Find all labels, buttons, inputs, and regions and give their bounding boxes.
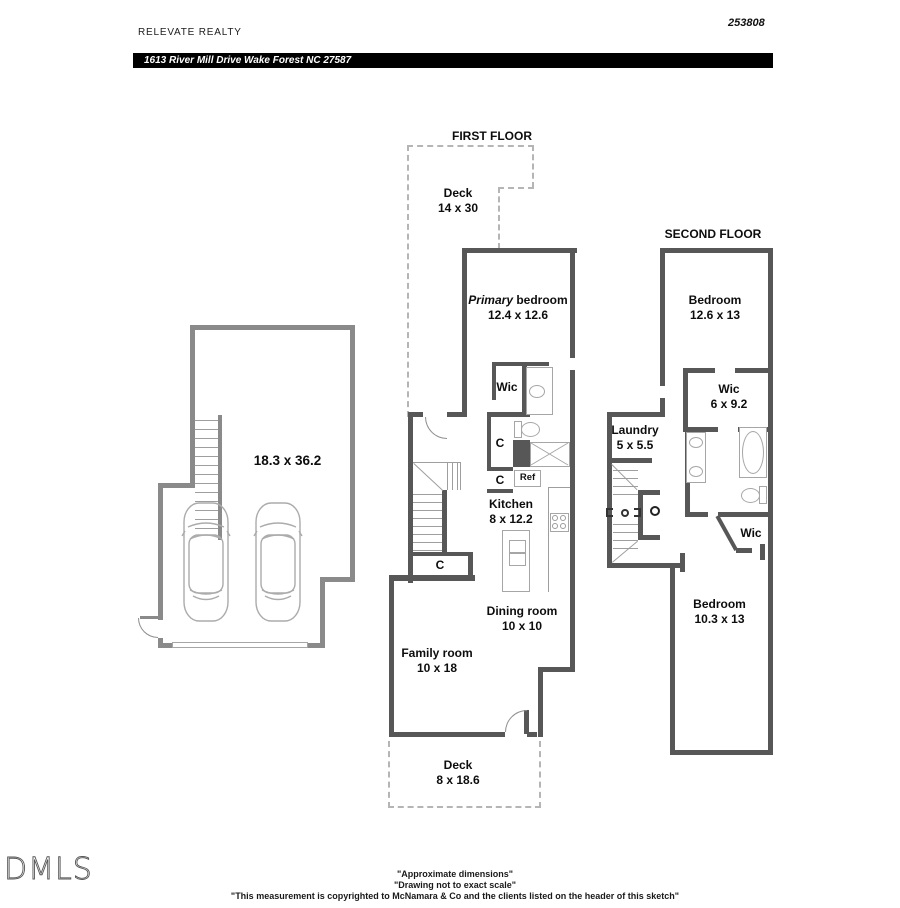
stairs-icon <box>195 465 218 466</box>
stairs-icon <box>413 534 442 535</box>
sink-icon <box>689 437 703 448</box>
stairs-icon <box>195 429 218 430</box>
dmls-logo: DMLS <box>4 852 93 887</box>
wall <box>607 458 652 463</box>
wall <box>487 412 530 417</box>
stairs-icon <box>613 494 638 495</box>
wall <box>468 552 473 578</box>
wall <box>158 483 163 620</box>
wall <box>683 368 688 432</box>
wic-top-label: Wic 6 x 9.2 <box>710 382 748 411</box>
wall <box>570 370 575 672</box>
deck-outline <box>388 806 541 808</box>
stairs-icon <box>612 541 638 563</box>
disclaimer <box>150 869 760 902</box>
toilet-icon <box>741 488 760 503</box>
sink-icon <box>529 385 545 398</box>
toilet-icon <box>759 486 767 504</box>
stairs-icon <box>413 502 442 503</box>
wall <box>487 489 513 493</box>
stairs-icon <box>195 447 218 448</box>
car-icon <box>253 500 303 624</box>
car-icon <box>181 500 231 624</box>
wall <box>320 577 325 648</box>
wall <box>638 490 660 495</box>
toilet-icon <box>521 422 540 437</box>
wall <box>735 368 773 373</box>
wall <box>538 667 575 672</box>
stairs-icon <box>413 510 442 511</box>
bedroom-top-label: Bedroom 12.6 x 13 <box>688 293 742 322</box>
mls-number: 253808 <box>728 17 765 29</box>
wall <box>685 512 708 517</box>
stairs-icon <box>413 518 442 519</box>
wall <box>389 732 505 737</box>
wall <box>680 553 685 572</box>
wall <box>768 248 773 755</box>
realty-name: RELEVATE REALTY <box>138 27 242 38</box>
wall <box>638 535 660 540</box>
wall <box>487 417 491 471</box>
bathtub-icon <box>742 431 764 474</box>
deck-outline <box>388 741 390 808</box>
stairs-icon <box>195 474 218 475</box>
wall <box>190 325 195 488</box>
laundry-label: Laundry 5 x 5.5 <box>611 423 659 452</box>
wall <box>462 248 467 417</box>
stair-landing-marks <box>650 506 660 516</box>
wall <box>412 552 473 556</box>
dining-room-label: Dining room 10 x 10 <box>486 604 558 633</box>
deck-outline <box>532 145 534 188</box>
wall <box>160 483 195 488</box>
deck-top-label: Deck 14 x 30 <box>437 186 479 215</box>
stairs-icon <box>195 456 218 457</box>
door-icon <box>425 417 447 439</box>
deck-outline <box>407 145 534 147</box>
stairs-icon <box>452 463 453 490</box>
stove-icon <box>560 515 566 521</box>
stair-landing-marks <box>634 508 641 517</box>
wall <box>408 412 413 583</box>
wall <box>670 750 773 755</box>
wall <box>760 544 765 560</box>
primary-bedroom-label: Primary bedroom 12.4 x 12.6 <box>468 293 568 322</box>
stairs-icon <box>457 463 458 490</box>
wic-label: Wic <box>496 380 518 394</box>
address-bar: 1613 River Mill Drive Wake Forest NC 27587 <box>133 53 773 68</box>
wall <box>389 575 475 581</box>
stairs-icon <box>613 532 638 533</box>
stair-landing-marks <box>606 508 613 517</box>
closet-label: C <box>495 473 505 487</box>
door-icon <box>505 710 527 732</box>
stove-icon <box>560 523 566 529</box>
wall <box>487 467 513 471</box>
closet-label: C <box>435 558 445 572</box>
deck-outline <box>539 741 541 808</box>
stairs-icon <box>413 542 442 543</box>
sink-icon <box>509 553 526 566</box>
wall <box>462 248 577 253</box>
stairs-icon <box>613 548 638 549</box>
stairs-icon <box>413 494 442 495</box>
stairs-icon <box>195 438 218 439</box>
bedroom-bottom-label: Bedroom 10.3 x 13 <box>693 597 746 626</box>
family-room-label: Family room 10 x 18 <box>401 646 473 675</box>
stairs-icon <box>613 540 638 541</box>
stairs-icon <box>195 420 218 421</box>
stairs-icon <box>195 492 218 493</box>
first-floor-title: FIRST FLOOR <box>452 129 532 143</box>
stairs-icon <box>413 526 442 527</box>
stairs-icon <box>613 524 638 525</box>
wall <box>538 667 543 737</box>
sink-icon <box>509 540 526 553</box>
stair-landing-marks <box>621 509 629 517</box>
wall <box>447 412 467 417</box>
wall <box>320 577 355 582</box>
wall <box>670 567 675 755</box>
stairs-icon <box>613 478 638 479</box>
stairs-icon <box>613 486 638 487</box>
wall <box>190 325 355 330</box>
wall <box>607 412 665 417</box>
closet-label: C <box>495 436 505 450</box>
stairs-icon <box>413 550 442 551</box>
garage-dimensions: 18.3 x 36.2 <box>253 453 322 468</box>
wall <box>158 638 163 648</box>
shower-icon <box>530 442 570 467</box>
deck-bottom-label: Deck 8 x 18.6 <box>436 758 480 787</box>
stairs-icon <box>447 463 448 490</box>
sink-icon <box>689 466 703 477</box>
disclaimer-line: "This measurement is copyrighted to McNamara & Co and the clients listed on the header of this sketch" <box>230 891 680 901</box>
wall <box>350 325 355 582</box>
refrigerator-icon: Ref <box>514 470 541 487</box>
chase-block <box>513 440 530 467</box>
door-icon <box>138 618 158 638</box>
stairs-icon <box>613 470 638 471</box>
disclaimer-line: "Approximate dimensions" <box>396 869 514 879</box>
wall <box>660 248 773 253</box>
wall <box>736 548 752 553</box>
wall <box>442 490 447 553</box>
stairs-icon <box>460 462 461 490</box>
stairs-icon <box>413 462 461 463</box>
garage-door <box>172 642 308 648</box>
wic-bottom-label: Wic <box>740 526 762 540</box>
disclaimer-line: "Drawing not to exact scale" <box>393 880 517 890</box>
wall <box>492 362 549 366</box>
wall <box>718 512 773 517</box>
kitchen-label: Kitchen 8 x 12.2 <box>488 497 533 526</box>
stairs-icon <box>413 463 443 491</box>
stairs-icon <box>195 483 218 484</box>
counter-line <box>548 487 570 488</box>
second-floor-title: SECOND FLOOR <box>664 227 762 241</box>
